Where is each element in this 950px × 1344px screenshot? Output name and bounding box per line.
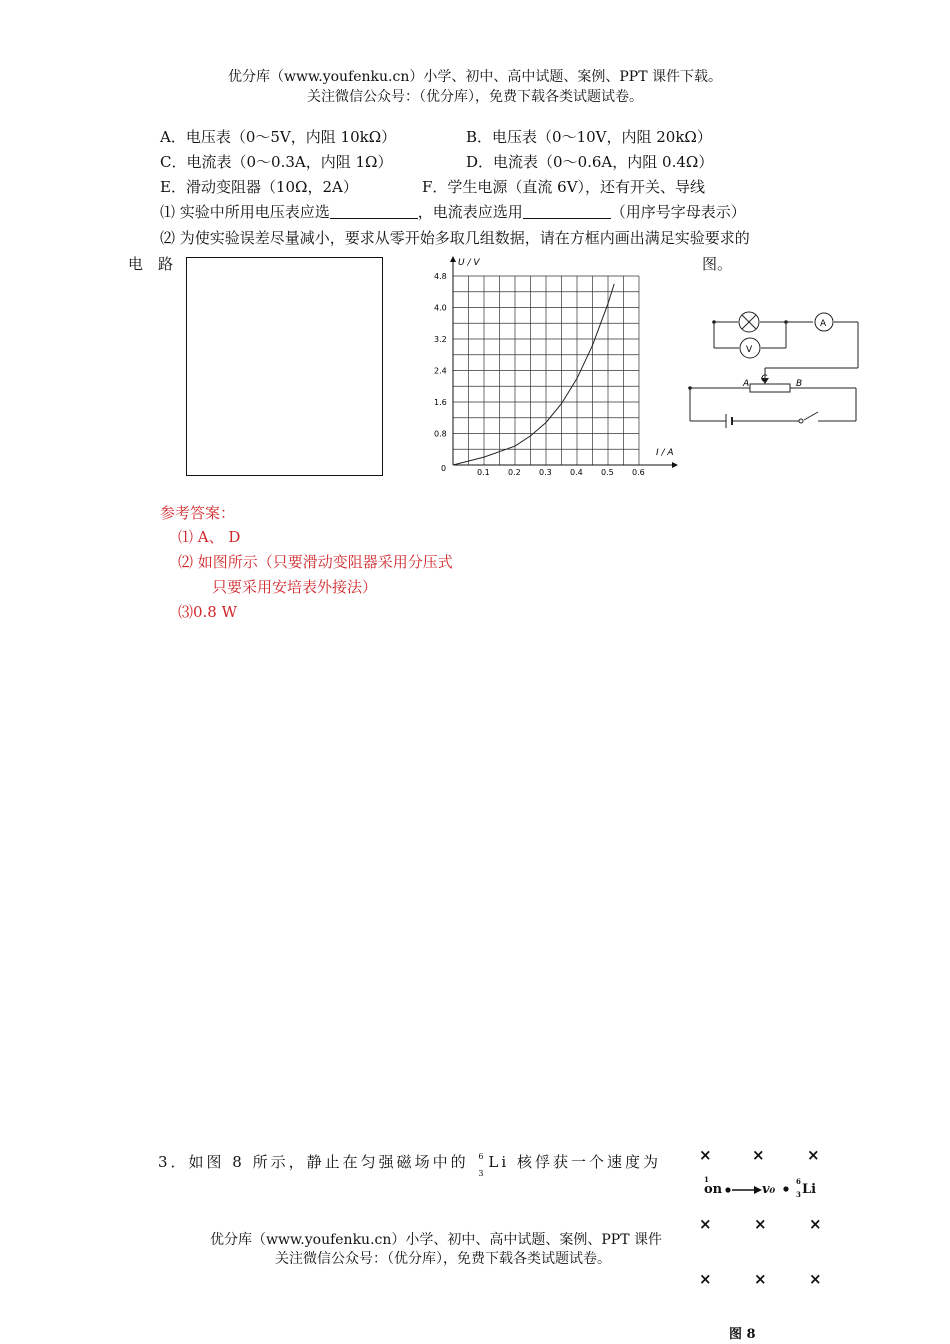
- junction-dot: [712, 320, 716, 324]
- y-tick-label: 2.4: [434, 366, 447, 376]
- x-tick-label: 0.6: [632, 468, 645, 477]
- option-d: D．电流表（0～0.6A，内阻 0.4Ω）: [466, 153, 714, 171]
- x-tick-labels: [477, 468, 645, 477]
- y-tick-labels: [434, 272, 447, 439]
- field-cross: ×: [754, 1270, 767, 1288]
- answer-blank-ammeter[interactable]: [523, 203, 611, 219]
- question-1: [160, 201, 746, 222]
- rheostat-a-label: A: [743, 379, 750, 389]
- x-tick-label: 0.4: [570, 468, 583, 477]
- lithium-nuclide-indices: [476, 1152, 488, 1178]
- field-cross: ×: [699, 1270, 712, 1288]
- velocity-arrow: [724, 1183, 764, 1197]
- x-tick-label: 0.1: [477, 468, 490, 477]
- figure-8-caption: 图 8: [729, 1327, 756, 1342]
- junction-dot: [784, 320, 788, 324]
- footer-line-2: 关注微信公众号：（优分库），免费下载各类试题试卷。: [275, 1251, 611, 1267]
- y-axis-label: U / V: [458, 258, 480, 268]
- header-line-1: 优分库（www.youfenku.cn）小学、初中、高中试题、案例、PPT 课件下载。: [227, 69, 722, 85]
- fig-lithium-label: Li: [802, 1182, 817, 1197]
- lithium-atomic-number: 3: [478, 1169, 484, 1178]
- x-axis-arrow: [672, 462, 678, 468]
- answer-3: ⑶0.8 W: [178, 603, 238, 621]
- answer-2: ⑵ 如图所示（只要滑动变阻器采用分压式: [178, 553, 453, 571]
- lithium-mass-number: 6: [478, 1152, 484, 1161]
- question-2-line-1: ⑵ 为使实验误差尽量减小，要求从零开始多取几组数据，请在方框内画出满足实验要求的: [160, 229, 750, 247]
- y-tick-label: 3.2: [434, 335, 447, 344]
- option-e: E．滑动变阻器（10Ω，2A）: [160, 178, 358, 196]
- x-tick-label: 0.5: [601, 468, 614, 477]
- answer-blank-voltmeter[interactable]: [330, 203, 418, 219]
- x-axis-label: I / A: [656, 448, 674, 458]
- question-3-text-after: 核俘获一个速度为: [516, 1153, 661, 1171]
- rheostat-c-label: C: [761, 374, 768, 384]
- ammeter-label: A: [820, 319, 827, 329]
- option-a: A．电压表（0～5V，内阻 10kΩ）: [160, 128, 397, 146]
- neutron-label: on: [704, 1182, 723, 1197]
- field-cross: ×: [699, 1215, 712, 1233]
- lithium-dot: [782, 1185, 790, 1193]
- voltmeter-label: V: [746, 345, 753, 355]
- chart-series-curve: [453, 284, 614, 465]
- switch-contact: [799, 419, 803, 423]
- junction-dot: [688, 386, 692, 390]
- field-cross: ×: [752, 1146, 765, 1164]
- answer-2-continued: 只要采用安培表外接法）: [212, 578, 378, 596]
- option-c: C．电流表（0～0.3A，内阻 1Ω）: [160, 153, 393, 171]
- question-3-text: 3．如图 8 所示，静止在匀强磁场中的: [158, 1153, 469, 1171]
- footer-line-1: 优分库（www.youfenku.cn）小学、初中、高中试题、案例、PPT 课件: [210, 1232, 663, 1248]
- origin-label: 0: [441, 464, 447, 473]
- question-3: [158, 1151, 661, 1178]
- x-tick-label: 0.3: [539, 468, 552, 477]
- fig-lithium-mass-number: 6: [796, 1177, 801, 1186]
- question-2-circuit-word: 电 路: [128, 255, 174, 273]
- answer-title: 参考答案：: [160, 504, 236, 522]
- velocity-label: v₀: [762, 1182, 776, 1197]
- field-cross: ×: [754, 1215, 767, 1233]
- u-i-chart: [420, 250, 685, 485]
- field-cross: ×: [807, 1146, 820, 1164]
- y-tick-label: 4.0: [434, 303, 447, 313]
- answer-1: ⑴ A、 D: [178, 528, 241, 546]
- question-1-part-b: ，电流表应选用: [417, 203, 523, 221]
- field-cross: ×: [809, 1215, 822, 1233]
- y-tick-label: 4.8: [434, 272, 447, 281]
- fig-lithium-atomic-number: 3: [796, 1190, 801, 1199]
- x-tick-label: 0.2: [508, 468, 521, 477]
- question-1-part-c: （用序号字母表示）: [610, 203, 746, 221]
- question-1-part-a: ⑴ 实验中所用电压表应选: [160, 203, 330, 221]
- circuit-diagram: [686, 306, 864, 434]
- chart-grid: [453, 276, 639, 465]
- y-tick-label: 0.8: [434, 429, 447, 439]
- header-line-2: 关注微信公众号：（优分库），免费下载各类试题试卷。: [307, 89, 643, 105]
- field-cross: ×: [699, 1146, 712, 1164]
- option-f: F．学生电源（直流 6V），还有开关、导线: [422, 178, 706, 196]
- option-b: B．电压表（0～10V，内阻 20kΩ）: [466, 128, 712, 146]
- field-cross: ×: [809, 1270, 822, 1288]
- lithium-symbol: Li: [488, 1153, 510, 1171]
- rheostat-b-label: B: [796, 379, 803, 389]
- y-tick-label: 1.6: [434, 398, 447, 407]
- question-2-figure-word: 图。: [702, 255, 733, 273]
- y-axis-arrow: [450, 256, 456, 262]
- neutron-mass-number: 1: [704, 1175, 709, 1184]
- circuit-drawing-box[interactable]: [186, 257, 383, 476]
